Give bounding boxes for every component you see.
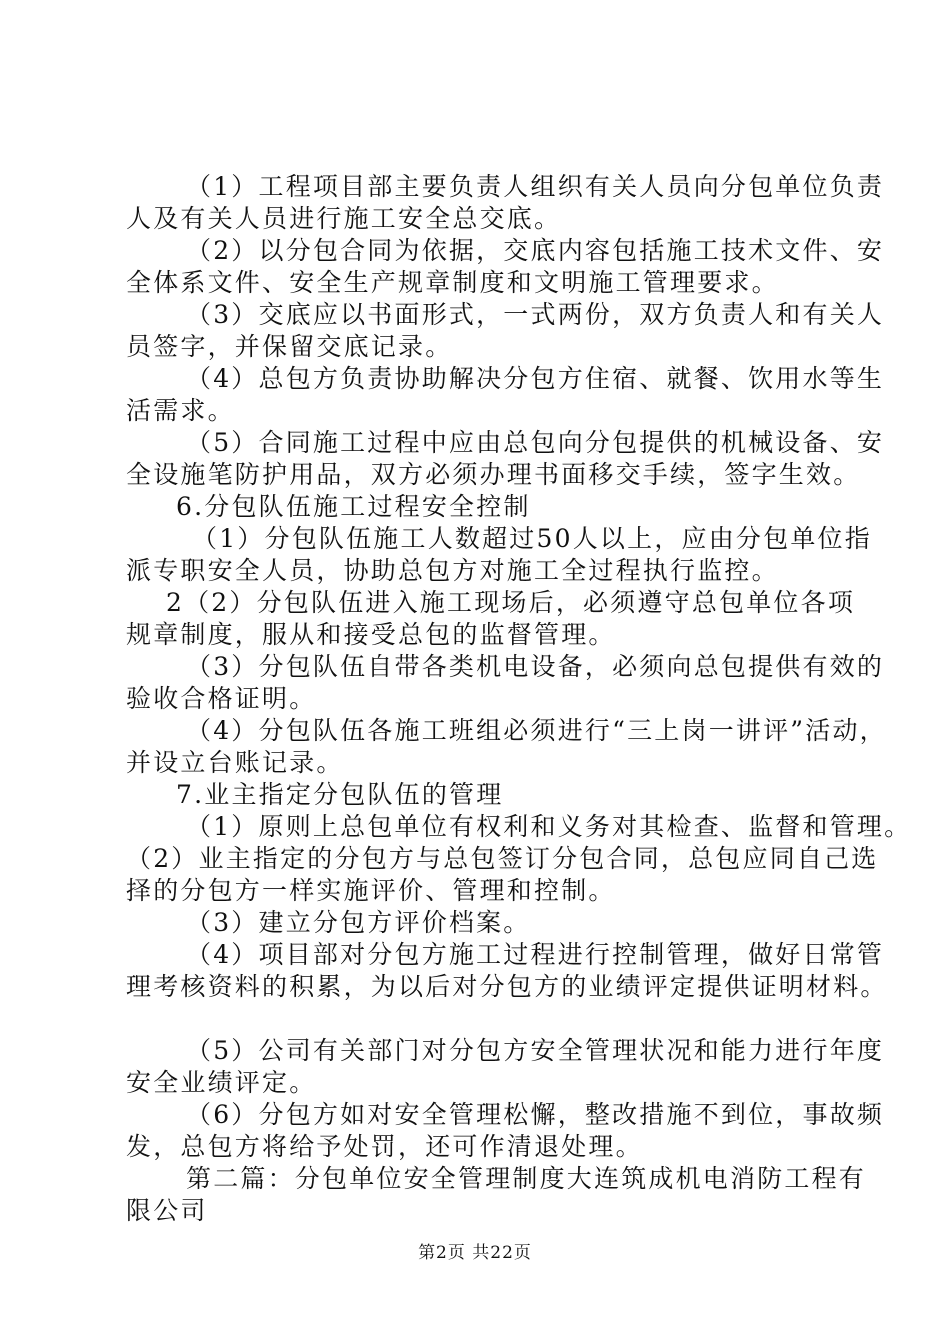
- paragraph-line: 限公司: [126, 1196, 208, 1225]
- paragraph-line: （1）分包队伍施工人数超过50人以上，应由分包单位指: [192, 524, 872, 553]
- paragraph-line: （5）公司有关部门对分包方安全管理状况和能力进行年度: [186, 1036, 885, 1065]
- paragraph-line: （3）分包队伍自带各类机电设备，必须向总包提供有效的: [186, 652, 885, 681]
- paragraph-line: 并设立台账记录。: [126, 748, 344, 777]
- paragraph-line: （3）交底应以书面形式，一式两份，双方负责人和有关人: [186, 300, 885, 329]
- paragraph-line: 活需求。: [126, 396, 235, 425]
- paragraph-line: 择的分包方一样实施评价、管理和控制。: [126, 876, 616, 905]
- paragraph-line: 全设施笔防护用品，双方必须办理书面移交手续，签字生效。: [126, 460, 861, 489]
- paragraph-line: 人及有关人员进行施工安全总交底。: [126, 204, 562, 233]
- section-heading: 6.分包队伍施工过程安全控制: [176, 492, 531, 521]
- paragraph-line: 验收合格证明。: [126, 684, 317, 713]
- paragraph-line: （1）工程项目部主要负责人组织有关人员向分包单位负责: [186, 172, 885, 201]
- paragraph-line: 第二篇：分包单位安全管理制度大连筑成机电消防工程有: [186, 1164, 867, 1193]
- paragraph-line: 员签字，并保留交底记录。: [126, 332, 453, 361]
- paragraph-line: 规章制度，服从和接受总包的监督管理。: [126, 620, 616, 649]
- paragraph-line: 全体系文件、安全生产规章制度和文明施工管理要求。: [126, 268, 779, 297]
- paragraph-line: （3）建立分包方评价档案。: [186, 908, 531, 937]
- paragraph-line: （4）总包方负责协助解决分包方住宿、就餐、饮用水等生: [186, 364, 885, 393]
- paragraph-line: （2）以分包合同为依据，交底内容包括施工技术文件、安: [186, 236, 885, 265]
- page-number-footer: 第2页 共22页: [418, 1243, 532, 1263]
- paragraph-line: （4）项目部对分包方施工过程进行控制管理，做好日常管: [186, 940, 885, 969]
- section-heading: 7.业主指定分包队伍的管理: [176, 780, 504, 809]
- paragraph-line: （1）原则上总包单位有权利和义务对其检查、监督和管理。: [186, 812, 912, 841]
- paragraph-line: （2）业主指定的分包方与总包签订分包合同，总包应同自己选: [126, 844, 879, 873]
- paragraph-line: 发，总包方将给予处罚，还可作清退处理。: [126, 1132, 643, 1161]
- paragraph-line: 派专职安全人员，协助总包方对施工全过程执行监控。: [126, 556, 779, 585]
- blank-line: [126, 1003, 846, 1035]
- paragraph-line: （6）分包方如对安全管理松懈，整改措施不到位，事故频: [186, 1100, 885, 1129]
- paragraph-line: 安全业绩评定。: [126, 1068, 317, 1097]
- document-body: [126, 171, 912, 1227]
- paragraph-line: （5）合同施工过程中应由总包向分包提供的机械设备、安: [186, 428, 885, 457]
- paragraph-line: 理考核资料的积累，为以后对分包方的业绩评定提供证明材料。: [126, 972, 888, 1001]
- paragraph-line: 2（2）分包队伍进入施工现场后，必须遵守总包单位各项: [166, 588, 856, 617]
- paragraph-line: （4）分包队伍各施工班组必须进行“三上岗一讲评”活动，: [186, 716, 887, 745]
